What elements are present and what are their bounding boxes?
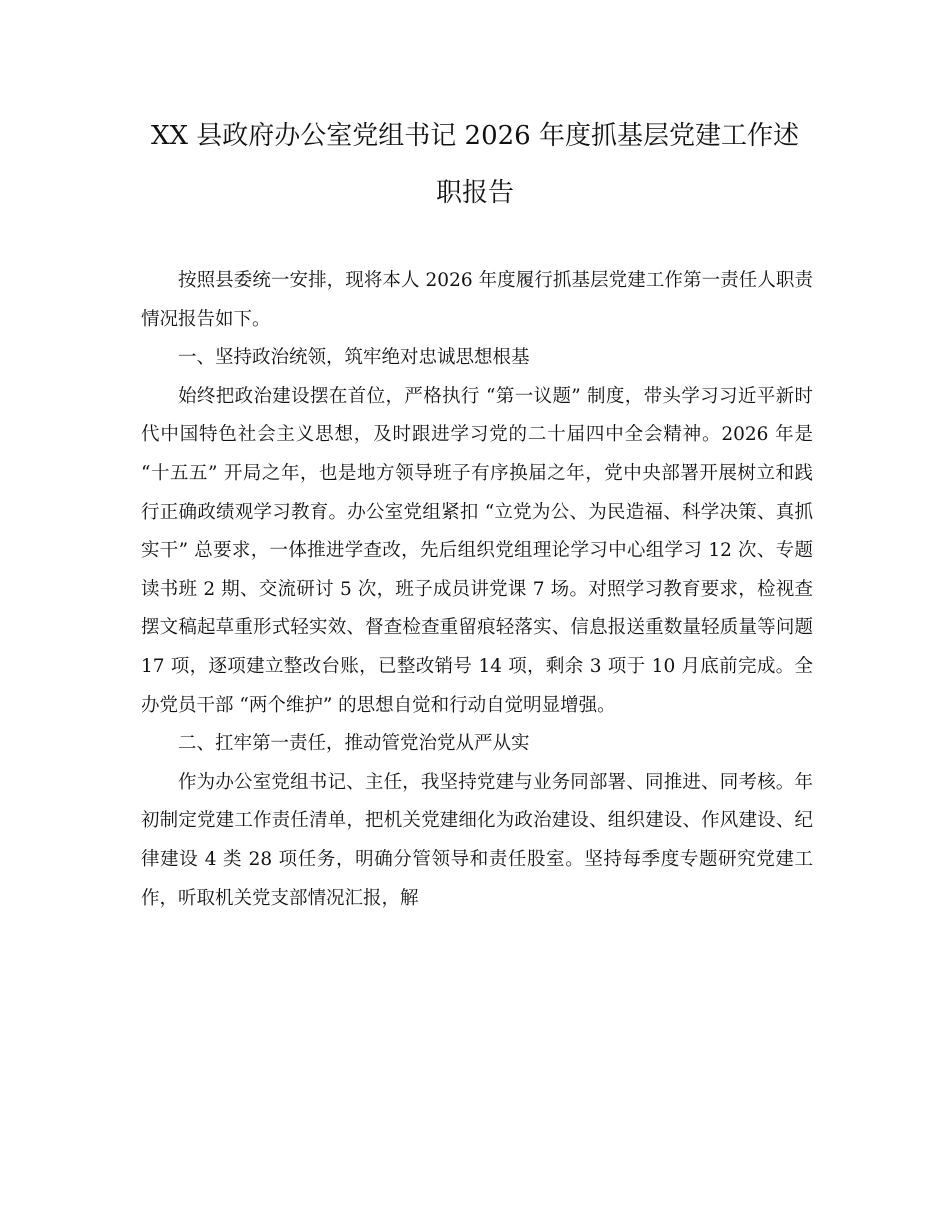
section-2-paragraph: 作为办公室党组书记、主任，我坚持党建与业务同部署、同推进、同考核。年初制定党建工作责任清单，把机关党建细化为政治建设、组织建设、作风建设、纪律建设 4 类 28 项任务，明确分管领导和责任股室。坚持每季度专题研究党建工作，听取机关党支部情况汇报，解 — [141, 771, 813, 909]
section-heading-1: 一、坚持政治统领，筑牢绝对忠诚思想根基 — [178, 347, 530, 369]
document-body — [141, 262, 813, 918]
intro-paragraph: 按照县委统一安排，现将本人 2026 年度履行抓基层党建工作第一责任人职责情况报告如下。 — [141, 270, 813, 330]
section-1-paragraph: 始终把政治建设摆在首位，严格执行 “第一议题” 制度，带头学习习近平新时代中国特色社会主义思想，及时跟进学习党的二十届四中全会精神。2026 年是 “十五五” 开局之年，也是地方领导班子有序换届之年，党中央部署开展树立和践行正确政绩观学习教育。办公室党组紧扣 “立党为公、为民造福、科学决策、真抓实干” 总要求，一体推进学查改，先后组织党组理论学习中心组学习 12 次、专题读书班 2 期、交流研讨 5 次，班子成员讲党课 7 场。对照学习教育要求，检视查摆文稿起草重形式轻实效、督查检查重留痕轻落实、信息报送重数量轻质量等问题 17 项，逐项建立整改台账，已整改销号 14 项，剩余 3 项于 10 月底前完成。全办党员干部 “两个维护” 的思想自觉和行动自觉明显增强。 — [141, 385, 813, 716]
document-title: XX 县政府办公室党组书记 2026 年度抓基层党建工作述职报告 — [151, 121, 799, 208]
section-heading-2: 二、扛牢第一责任，推动管党治党从严从实 — [178, 733, 530, 755]
